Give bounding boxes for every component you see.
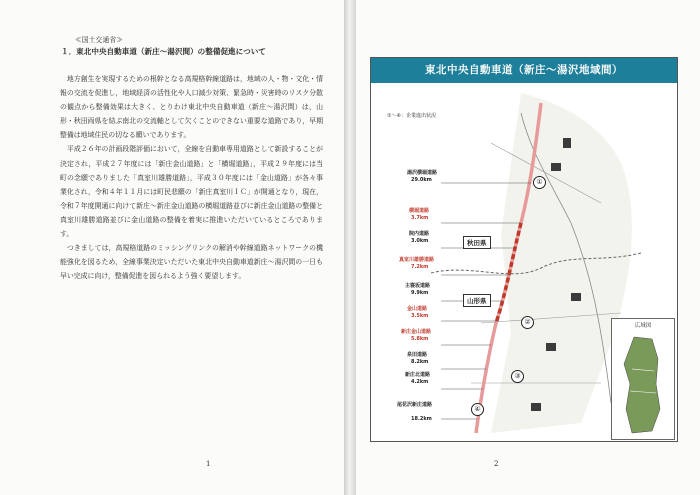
marker-4: ④ bbox=[471, 403, 484, 416]
road-6-length: 3.5km bbox=[411, 313, 429, 319]
road-6-name: 金山道路 bbox=[407, 306, 428, 312]
road-8-name: 泉田道路 bbox=[407, 352, 428, 358]
inset-map-shape bbox=[612, 329, 674, 439]
paragraph-1: 地方創生を実現するための根幹となる高規格幹線道路は，地域の人・物・文化・情報の交流を促進し，地域経済の活性化や人口減少対策、緊急時・災害時のリスク分散の観点から整備効果は大きく、とりわけ東北中央自動車道（新庄～湯沢間）は，山形・秋田両県を結ぶ南北の交流軸として欠くことのできない重要な道路であり，早期整備は地域住民の切なる願いであります。 bbox=[60, 75, 323, 140]
road-2-length: 3.7km bbox=[411, 215, 429, 221]
road-3-length: 3.0km bbox=[411, 238, 429, 244]
prefecture-akita: 秋田県 bbox=[463, 236, 491, 249]
page-number: 1 bbox=[206, 460, 211, 468]
road-7-length: 5.8km bbox=[411, 336, 429, 342]
page-number: 2 bbox=[494, 460, 499, 468]
road-9-length: 4.2km bbox=[411, 379, 429, 385]
road-10-name: 尾花沢新庄道路 bbox=[397, 402, 433, 408]
route-map bbox=[370, 57, 678, 442]
marker-1: ① bbox=[533, 176, 546, 189]
body-text bbox=[60, 72, 323, 283]
road-5-name: 主寝坂道路 bbox=[405, 283, 431, 289]
road-5-length: 9.9km bbox=[411, 290, 429, 296]
road-8-length: 8.2km bbox=[411, 359, 429, 365]
road-1-length: 29.0km bbox=[411, 177, 432, 183]
map-title: 東北中央自動車道（新庄～湯沢地域間） bbox=[371, 58, 677, 83]
page-2 bbox=[356, 0, 700, 495]
road-1-name: 湯沢横堀道路 bbox=[407, 170, 438, 176]
book-gutter bbox=[344, 0, 356, 495]
road-7-name: 新庄金山道路 bbox=[401, 329, 432, 335]
paragraph-2: 平成２６年の計画段階評価において，全線を自動車専用道路として新設することが決定され，平成２７年度には「新庄金山道路」と「横堀道路」，平成２９年度には当町の念願でありました「真室川雄勝道路」，平成３０年度には「金山道路」が各々事業化され，令和４年１１月には町民悲願の「新庄真室川ＩＣ」が開通となり，現在，令和７年度開通に向けて新庄～新庄金山道路の横堀道路並びに新庄金山道路の整備と真室川雄勝道路並びに金山道路の整備を着実に推進いただいているところであります。 bbox=[60, 145, 323, 239]
subtitle: ①～④：企業進出状況 bbox=[387, 113, 436, 119]
page-1 bbox=[0, 0, 344, 495]
ministry-label: ≪国土交通省≫ bbox=[75, 36, 124, 44]
prefecture-yamagata: 山形県 bbox=[463, 294, 491, 307]
marker-2: ② bbox=[521, 316, 534, 329]
overview-inset-map bbox=[611, 318, 675, 440]
road-3-name: 院内道路 bbox=[409, 231, 430, 237]
section-title: １．東北中央自動車道（新庄～湯沢間）の整備促進について bbox=[61, 47, 266, 56]
inset-title: 広域図 bbox=[634, 323, 652, 329]
paragraph-3: つきましては，高規格道路のミッシングリンクの解消や幹線道路ネットワークの機能強化を図るため，全線事業決定いただいた東北中央自動車道新庄～湯沢間の一日も早い完成に向け，整備促進を図られるよう強く要望します。 bbox=[60, 244, 323, 281]
road-10-length: 18.2km bbox=[411, 416, 432, 422]
marker-3: ③ bbox=[511, 370, 524, 383]
road-4-name: 真室川雄勝道路 bbox=[399, 257, 435, 263]
road-2-name: 横堀道路 bbox=[409, 208, 430, 214]
road-9-name: 新庄北道路 bbox=[405, 372, 431, 378]
road-4-length: 7.2km bbox=[411, 264, 429, 270]
